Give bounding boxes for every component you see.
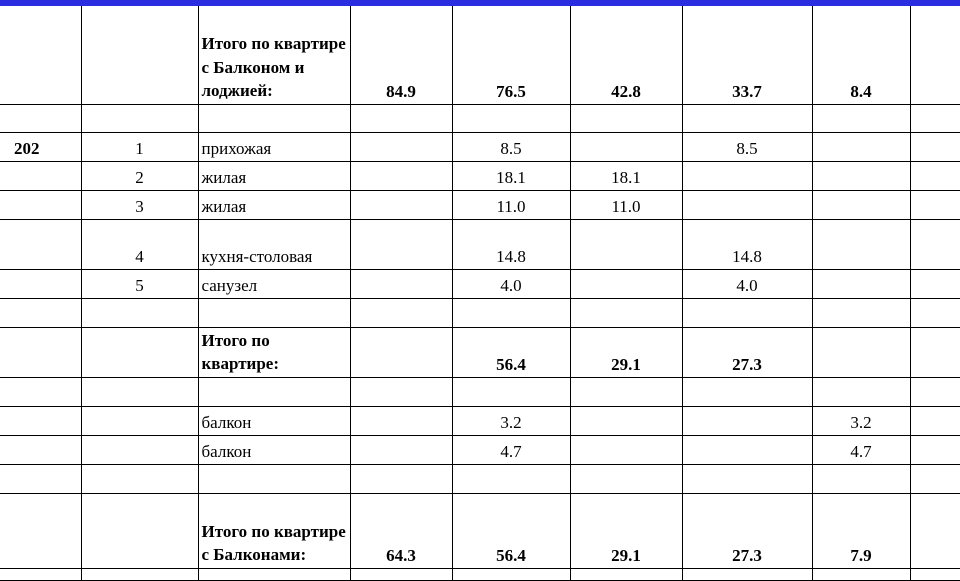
room-number-cell: 3 xyxy=(81,190,198,219)
area-cell: 8.5 xyxy=(452,132,570,161)
apartment-number-cell: 202 xyxy=(0,132,81,161)
living-area-cell xyxy=(570,104,682,132)
total-row xyxy=(0,6,960,104)
room-name-cell xyxy=(198,104,350,132)
living-area-cell xyxy=(570,269,682,298)
auxiliary-area-cell: 27.3 xyxy=(682,493,812,568)
spacer-row xyxy=(0,298,960,327)
extra-cell xyxy=(910,219,960,269)
apartment-number-cell xyxy=(0,464,81,493)
spacer-row xyxy=(0,104,960,132)
balcony-area-cell: 8.4 xyxy=(812,6,910,104)
room-row xyxy=(0,406,960,435)
balcony-area-cell xyxy=(812,327,910,377)
room-number-cell: 4 xyxy=(81,219,198,269)
room-number-cell xyxy=(81,493,198,568)
extra-cell xyxy=(910,435,960,464)
balcony-area-cell xyxy=(812,190,910,219)
extra-cell xyxy=(910,298,960,327)
balcony-area-cell: 4.7 xyxy=(812,435,910,464)
extra-cell xyxy=(910,493,960,568)
auxiliary-area-cell: 27.3 xyxy=(682,327,812,377)
apartment-number-cell xyxy=(0,568,81,580)
room-number-cell xyxy=(81,6,198,104)
room-name-cell xyxy=(198,464,350,493)
spacer-row xyxy=(0,568,960,580)
area-cell xyxy=(452,568,570,580)
apartment-number-cell xyxy=(0,435,81,464)
apartment-number-cell xyxy=(0,377,81,406)
extra-cell xyxy=(910,377,960,406)
living-area-cell xyxy=(570,132,682,161)
room-number-cell xyxy=(81,298,198,327)
living-area-cell xyxy=(570,568,682,580)
total-area-cell xyxy=(350,132,452,161)
extra-cell xyxy=(910,6,960,104)
balcony-area-cell xyxy=(812,298,910,327)
total-row xyxy=(0,327,960,377)
area-cell: 3.2 xyxy=(452,406,570,435)
room-row xyxy=(0,190,960,219)
area-cell: 18.1 xyxy=(452,161,570,190)
living-area-cell xyxy=(570,377,682,406)
room-number-cell: 5 xyxy=(81,269,198,298)
room-row xyxy=(0,132,960,161)
room-number-cell xyxy=(81,435,198,464)
total-area-cell xyxy=(350,406,452,435)
balcony-area-cell xyxy=(812,104,910,132)
auxiliary-area-cell: 14.8 xyxy=(682,219,812,269)
balcony-area-cell xyxy=(812,269,910,298)
apartment-number-cell xyxy=(0,269,81,298)
balcony-area-cell xyxy=(812,161,910,190)
living-area-cell xyxy=(570,219,682,269)
balcony-area-cell xyxy=(812,464,910,493)
extra-cell xyxy=(910,190,960,219)
area-cell: 4.0 xyxy=(452,269,570,298)
room-name-cell xyxy=(198,377,350,406)
apartment-number-cell xyxy=(0,298,81,327)
extra-cell xyxy=(910,327,960,377)
room-row xyxy=(0,269,960,298)
auxiliary-area-cell xyxy=(682,161,812,190)
total-area-cell xyxy=(350,219,452,269)
extra-cell xyxy=(910,464,960,493)
balcony-area-cell xyxy=(812,219,910,269)
room-name-cell: прихожая xyxy=(198,132,350,161)
area-table xyxy=(0,6,960,581)
living-area-cell: 11.0 xyxy=(570,190,682,219)
apartment-number-cell xyxy=(0,327,81,377)
balcony-area-cell xyxy=(812,132,910,161)
room-number-cell xyxy=(81,377,198,406)
room-number-cell xyxy=(81,327,198,377)
extra-cell xyxy=(910,104,960,132)
living-area-cell xyxy=(570,435,682,464)
total-area-cell xyxy=(350,377,452,406)
auxiliary-area-cell xyxy=(682,377,812,406)
room-number-cell xyxy=(81,464,198,493)
balcony-area-cell xyxy=(812,377,910,406)
extra-cell xyxy=(910,132,960,161)
total-area-cell xyxy=(350,269,452,298)
apartment-number-cell xyxy=(0,219,81,269)
area-cell: 4.7 xyxy=(452,435,570,464)
room-name-cell: жилая xyxy=(198,190,350,219)
area-cell: 11.0 xyxy=(452,190,570,219)
total-area-cell xyxy=(350,327,452,377)
auxiliary-area-cell: 4.0 xyxy=(682,269,812,298)
living-area-cell: 18.1 xyxy=(570,161,682,190)
auxiliary-area-cell: 33.7 xyxy=(682,6,812,104)
room-name-cell: жилая xyxy=(198,161,350,190)
balcony-area-cell: 3.2 xyxy=(812,406,910,435)
area-cell: 14.8 xyxy=(452,219,570,269)
room-name-cell: кухня-столовая xyxy=(198,219,350,269)
total-row xyxy=(0,493,960,568)
total-area-cell xyxy=(350,161,452,190)
room-name-cell xyxy=(198,298,350,327)
living-area-cell: 42.8 xyxy=(570,6,682,104)
auxiliary-area-cell: 8.5 xyxy=(682,132,812,161)
balcony-area-cell xyxy=(812,568,910,580)
apartment-number-cell xyxy=(0,406,81,435)
auxiliary-area-cell xyxy=(682,464,812,493)
room-name-cell: Итого по квартире с Балконом и лоджией: xyxy=(198,6,350,104)
auxiliary-area-cell xyxy=(682,190,812,219)
total-area-cell xyxy=(350,190,452,219)
area-cell xyxy=(452,298,570,327)
area-cell xyxy=(452,377,570,406)
apartment-number-cell xyxy=(0,6,81,104)
room-row xyxy=(0,435,960,464)
room-number-cell: 1 xyxy=(81,132,198,161)
room-name-cell: Итого по квартире: xyxy=(198,327,350,377)
total-area-cell: 84.9 xyxy=(350,6,452,104)
living-area-cell xyxy=(570,298,682,327)
living-area-cell xyxy=(570,406,682,435)
total-area-cell xyxy=(350,464,452,493)
room-name-cell: балкон xyxy=(198,435,350,464)
extra-cell xyxy=(910,161,960,190)
area-cell xyxy=(452,104,570,132)
total-area-cell: 64.3 xyxy=(350,493,452,568)
area-cell: 76.5 xyxy=(452,6,570,104)
apartment-number-cell xyxy=(0,104,81,132)
room-number-cell xyxy=(81,406,198,435)
room-row xyxy=(0,219,960,269)
total-area-cell xyxy=(350,568,452,580)
auxiliary-area-cell xyxy=(682,104,812,132)
room-name-cell: Итого по квартире с Балконами: xyxy=(198,493,350,568)
spacer-row xyxy=(0,377,960,406)
area-cell: 56.4 xyxy=(452,493,570,568)
spacer-row xyxy=(0,464,960,493)
living-area-cell: 29.1 xyxy=(570,327,682,377)
extra-cell xyxy=(910,406,960,435)
area-cell: 56.4 xyxy=(452,327,570,377)
room-number-cell xyxy=(81,104,198,132)
auxiliary-area-cell xyxy=(682,568,812,580)
apartment-number-cell xyxy=(0,190,81,219)
room-row xyxy=(0,161,960,190)
total-area-cell xyxy=(350,298,452,327)
apartment-number-cell xyxy=(0,161,81,190)
balcony-area-cell: 7.9 xyxy=(812,493,910,568)
living-area-cell xyxy=(570,464,682,493)
extra-cell xyxy=(910,568,960,580)
auxiliary-area-cell xyxy=(682,406,812,435)
room-name-cell: санузел xyxy=(198,269,350,298)
room-number-cell xyxy=(81,568,198,580)
auxiliary-area-cell xyxy=(682,435,812,464)
room-name-cell: балкон xyxy=(198,406,350,435)
total-area-cell xyxy=(350,104,452,132)
area-cell xyxy=(452,464,570,493)
living-area-cell: 29.1 xyxy=(570,493,682,568)
extra-cell xyxy=(910,269,960,298)
room-name-cell xyxy=(198,568,350,580)
apartment-number-cell xyxy=(0,493,81,568)
total-area-cell xyxy=(350,435,452,464)
room-number-cell: 2 xyxy=(81,161,198,190)
auxiliary-area-cell xyxy=(682,298,812,327)
